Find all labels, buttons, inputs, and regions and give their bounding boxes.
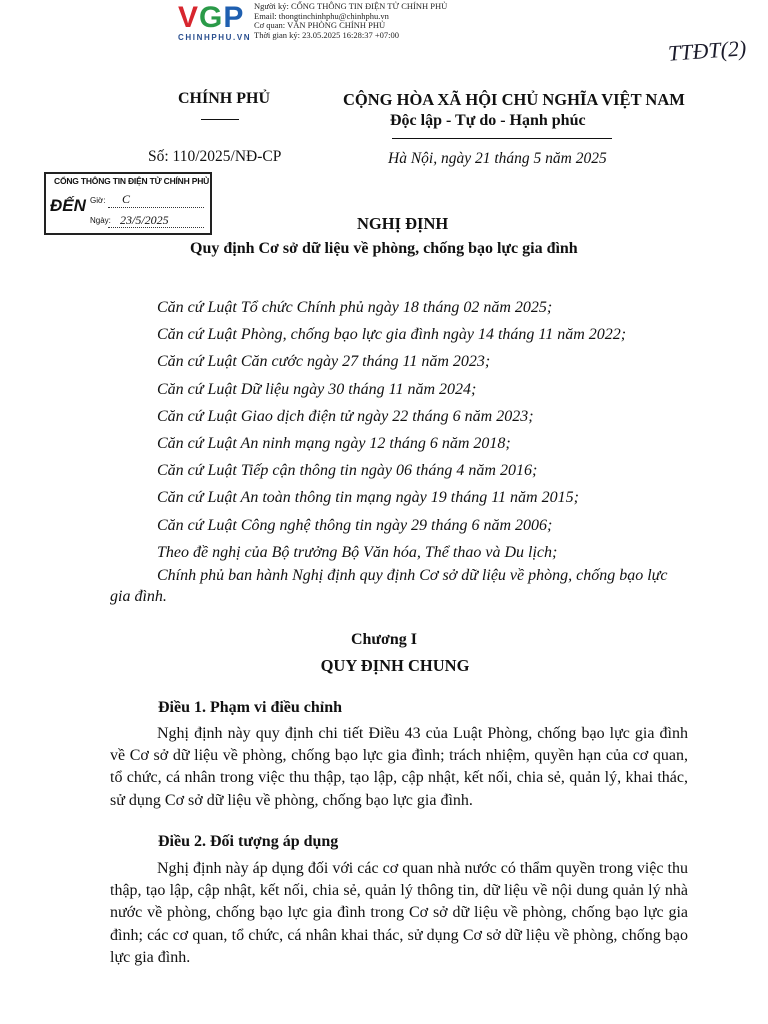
stamp-date-value: 23/5/2025: [120, 213, 169, 227]
stamp-date-label: Ngày:: [90, 216, 111, 225]
stamp-hour-value: C: [122, 192, 131, 206]
article-1-body: Nghị định này quy định chi tiết Điều 43 của Luật Phòng, chống bạo lực gia đình về Cơ sở dữ liệu về phòng, chống bạo lực gia đình; trách nhiệm, quyền hạn của cơ quan, tổ chức, cá nhân trong việc thu thập, tạo lập, cập nhật, kết nối, chia sẻ, quản lý, khai thác, sử dụng Cơ sở dữ liệu về phòng, chống bạo lực gia đình.: [110, 725, 688, 809]
digital-signature-info: [254, 2, 447, 40]
stamp-dotted-line: [108, 227, 204, 228]
article-2-body: Nghị định này áp dụng đối với các cơ quan nhà nước có thẩm quyền trong việc thu thập, tạo lập, cập nhật, kết nối, chia sẻ, quản lý thông tin, dữ liệu về nội dung quản lý nhà nước về phòng, chống bạo lực gia đình trong Cơ sở dữ liệu về phòng, chống bạo lực gia đình; các cơ quan, tổ chức, cá nhân khai thác, sử dụng Cơ sở dữ liệu về phòng, chống bạo lực gia đình.: [110, 860, 688, 966]
issuer-underline: [201, 119, 239, 120]
legal-basis-item: Căn cứ Luật Công nghệ thông tin ngày 29 tháng 6 năm 2006;: [157, 516, 553, 534]
article-2-heading: Điều 2. Đối tượng áp dụng: [158, 833, 339, 850]
stamp-dotted-line: [108, 207, 204, 208]
legal-basis-item: Căn cứ Luật An ninh mạng ngày 12 tháng 6 năm 2018;: [157, 434, 511, 452]
chapter-number: Chương I: [350, 631, 418, 648]
stamp-hour-label: Giờ:: [90, 196, 106, 205]
legal-basis-item: Căn cứ Luật Dữ liệu ngày 30 tháng 11 năm 2024;: [157, 380, 477, 398]
legal-basis-item: Căn cứ Luật Tổ chức Chính phủ ngày 18 tháng 02 năm 2025;: [157, 299, 553, 316]
document-type: NGHỊ ĐỊNH: [357, 214, 449, 233]
signer-line: Người ký: CỔNG THÔNG TIN ĐIỆN TỬ CHÍNH PHỦ: [254, 1, 448, 11]
vgp-logo: VGP: [178, 1, 245, 34]
receipt-stamp: [44, 172, 212, 235]
legal-basis-item: Căn cứ Luật Giao dịch điện tử ngày 22 tháng 6 năm 2023;: [157, 407, 534, 425]
signed-time-line: Thời gian ký: 23.05.2025 16:28:37 +07:00: [254, 29, 400, 40]
stamp-title: CỔNG THÔNG TIN ĐIỆN TỬ CHÍNH PHỦ: [54, 176, 210, 186]
document-number: Số: 110/2025/NĐ-CP: [148, 148, 282, 165]
legal-basis-item: Căn cứ Luật An toàn thông tin mạng ngày 19 tháng 11 năm 2015;: [157, 489, 579, 507]
email-line: Email: thongtinchinhphu@chinhphu.vn: [254, 10, 389, 21]
stamp-den-label: ĐẾN: [50, 196, 86, 215]
vgp-site-label: CHINHPHU.VN: [178, 33, 252, 42]
legal-basis-item: Căn cứ Luật Tiếp cận thông tin ngày 06 tháng 4 năm 2016;: [157, 462, 538, 480]
document-subject: Quy định Cơ sở dữ liệu về phòng, chống bạo lực gia đình: [190, 240, 578, 257]
national-motto: Độc lập - Tự do - Hạnh phúc: [390, 112, 586, 129]
legal-basis-item: Căn cứ Luật Căn cước ngày 27 tháng 11 năm 2023;: [157, 353, 491, 371]
issuer-name: CHÍNH PHỦ: [178, 90, 270, 107]
handwritten-note: TTĐT(2): [667, 35, 747, 66]
legal-basis-item: Theo đề nghị của Bộ trưởng Bộ Văn hóa, Thể thao và Du lịch;: [157, 543, 558, 561]
legal-bases-list: [157, 294, 626, 566]
legal-basis-item: Căn cứ Luật Phòng, chống bạo lực gia đình ngày 14 tháng 11 năm 2022;: [157, 326, 627, 344]
enactment-statement: Chính phủ ban hành Nghị định quy định Cơ sở dữ liệu về phòng, chống bạo lực gia đình.: [110, 567, 668, 605]
document-date: Hà Nội, ngày 21 tháng 5 năm 2025: [388, 150, 607, 167]
agency-line: Cơ quan: VĂN PHÒNG CHÍNH PHỦ: [254, 20, 386, 30]
motto-underline: [392, 138, 612, 139]
article-1-heading: Điều 1. Phạm vi điều chỉnh: [158, 699, 343, 716]
nation-title: CỘNG HÒA XÃ HỘI CHỦ NGHĨA VIỆT NAM: [343, 90, 685, 109]
chapter-title: QUY ĐỊNH CHUNG: [320, 656, 470, 675]
